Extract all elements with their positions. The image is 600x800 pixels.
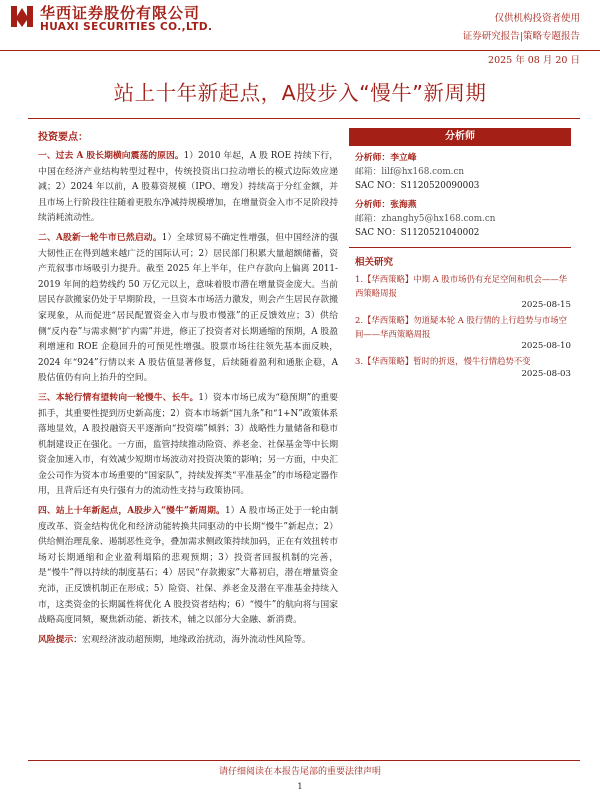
related-report-date: 2025-08-15: [521, 300, 571, 310]
analyst-header: 分析师: [349, 128, 571, 146]
section-4-lead: 四、站上十年新起点，A股步入“慢牛”新周期。: [38, 506, 225, 517]
analyst-name: 分析师：张海燕: [355, 200, 417, 210]
company-name-en: HUAXI SECURITIES CO.,LTD.: [40, 21, 213, 33]
risk-warning: [38, 633, 338, 649]
audience-tag: 仅供机构投资者使用: [494, 13, 580, 24]
analyst-sac: SAC NO：S1120521040002: [355, 228, 480, 238]
analyst-email[interactable]: 邮箱：lilf@hx168.com.cn: [355, 167, 465, 177]
related-report-link[interactable]: 1.【华西策略】中期 A 股市场仍有充足空间和机会——华西策略周报: [355, 274, 567, 298]
sidebar-divider: [349, 247, 571, 248]
section-4-body: 1）A 股市场正处于一轮由制度改革、资金结构优化和经济动能转换共同驱动的中长期“慢牛”新起点；2）供给侧治理乱象、遏制恶性竞争，叠加需求侧政策持续加码，正在有效扭转市场对长期通缩和企业盈利塌陷的悲观预期；3）投资者回报机制的完善，是“慢牛”得以持续的制度基石；4）居民“存款搬家”大幕初启，潜在增量资金充沛，正反馈机制正在形成；5）险资、社保、养老金及潜在平准基金持续入市，这类资金的长期属性将优化 A 股投资者结构；6）“慢牛”的航向将与国家战略高度同频，聚焦新动能、新技术，辅之以部分大金融、新消费。: [38, 506, 338, 626]
section-4: [38, 504, 338, 629]
section-2-body: 1）全球贸易不确定性增强，但中国经济的强大韧性正在得到越来越广泛的国际认可；2）居民部门积累大量超额储蓄，资产荒叙事市场吸引力提升。截至 2025 年上半年，住户存款向上偏离 2011-2019 年间的趋势线约 50 万亿元以上，意味着股市潜在增量资金庞大。当前居民存款搬家仍处于早期阶段，一旦资本市场活力激发，则会产生居民存款搬家现象，从而促进“居民配置资金入市与股市慢涨”的正反馈效应；3）供给侧“反内卷”与需求侧“扩内需”并进，修正了投资者对长期通缩的预期，A 股盈利增速和 ROE 企稳回升的可预见性增强。股票市场往往领先基本面反映，2024 年“924”行情以来 A 股估值显著修复，后续随着盈利和通胀企稳，A 股估值仍有向上抬升的空间。: [38, 232, 338, 384]
related-report-link[interactable]: 3.【华西策略】暂时的折返，慢牛行情趋势不变: [355, 356, 531, 366]
report-header: [0, 0, 600, 66]
highlights-heading: 投资要点：: [38, 132, 88, 143]
analyst-name: 分析师：李立峰: [355, 153, 417, 163]
section-2: [38, 231, 338, 387]
analyst-card: [349, 198, 571, 240]
company-name-cn: 华西证券股份有限公司: [40, 4, 201, 22]
report-date: 2025 年 08 月 20 日: [488, 55, 580, 66]
section-1: [38, 149, 338, 227]
legal-disclaimer: 请仔细阅读在本报告尾部的重要法律声明: [218, 767, 381, 777]
section-1-lead: 一、过去 A 股长期横向震荡的原因。: [38, 151, 184, 161]
sidebar: [349, 128, 571, 383]
analyst-email[interactable]: 邮箱：zhanghy5@hx168.com.cn: [355, 214, 496, 224]
report-type-tag: 证券研究报告|策略专题报告: [462, 31, 580, 42]
section-1-body: 1）2010 年起，A 股 ROE 持续下行，中国在经济产业结构转型过程中，传统投资出口拉动增长的模式边际效应递减；2）2024 年以前，A 股募资规模（IPO、增发）持续高于分红金额，并且市场上行阶段往往随着更股东净减持规模增加，在增量资金入市不足阶段持续消耗流动性。: [38, 151, 339, 224]
section-2-lead: 二、A股新一轮牛市已然启动。: [38, 232, 162, 243]
header-divider: [0, 50, 600, 51]
section-3: [38, 391, 338, 500]
report-title: 站上十年新起点，A股步入“慢牛”新周期: [113, 81, 487, 105]
investment-highlights: [38, 128, 338, 652]
section-3-lead: 三、本轮行情有望转向一轮慢牛、长牛。: [38, 392, 199, 403]
related-report-date: 2025-08-03: [521, 368, 571, 379]
footer-divider: [28, 760, 580, 761]
title-divider: [28, 118, 580, 119]
risk-label: 风险提示：: [38, 634, 82, 645]
related-report-date: 2025-08-10: [521, 341, 571, 351]
related-research-heading: 相关研究: [355, 257, 394, 268]
huaxi-logo-icon: [8, 2, 36, 30]
page-number: 1: [297, 782, 303, 792]
risk-text: 宏观经济波动超预期，地缘政治扰动，海外流动性风险等。: [82, 634, 311, 645]
analyst-card: [349, 151, 571, 193]
analyst-sac: SAC NO：S1120520090003: [355, 181, 480, 191]
related-report-link[interactable]: 2.【华西策略】勿道疑本轮 A 股行情的上行趋势与市场空间——华西策略周报: [355, 315, 567, 339]
section-3-body: 1）资本市场已成为“稳预期”的重要抓手，其重要性提到历史新高度；2）资本市场新“国九条”和“1+N”政策体系落地显效，A 股投融资天平逐渐向“投资端”倾斜；3）战略性力量储备和稳市机制建设正在强化。一方面，监管持续推动险资、养老金、社保基金等中长期资金加速入市，有效减少短期市场波动对投资决策的影响；另一方面，中央汇金公司作为资本市场重要的“国家队”，持续发挥类“平准基金”的市场稳定器作用，且背后还有央行强有力的流动性支持与政策协同。: [38, 392, 338, 497]
